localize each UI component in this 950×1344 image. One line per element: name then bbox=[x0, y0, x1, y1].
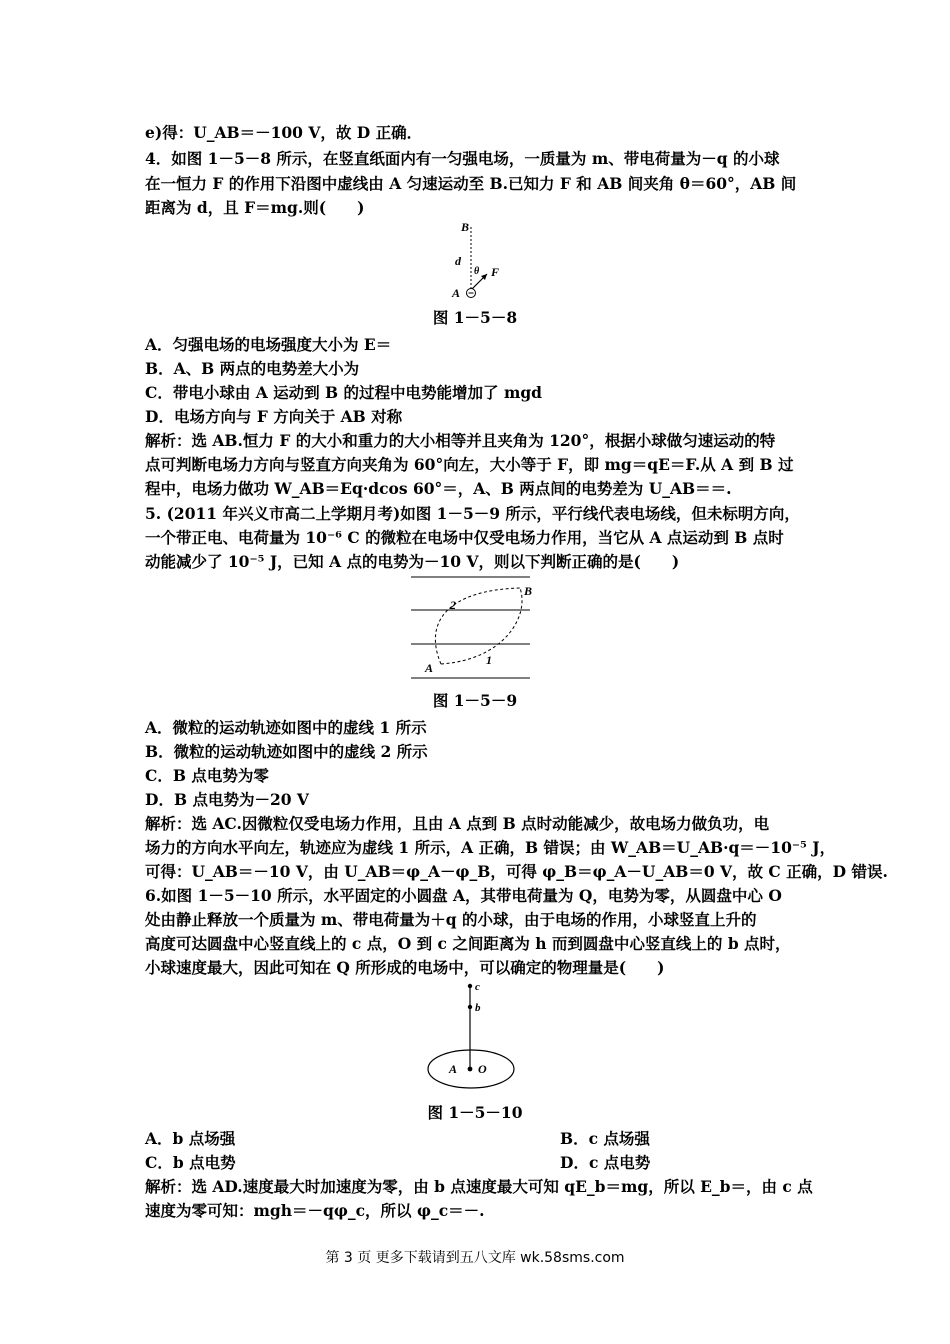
solution-4-line-2: 点可判断电场力方向与竖直方向夹角为 60°向左，大小等于 F，即 mg＝qE＝F.从 A 到 B 过 bbox=[145, 455, 794, 474]
option-d: D．c 点电势 bbox=[560, 1153, 651, 1172]
question-6-line-1: 6.如图 1－5－10 所示，水平固定的小圆盘 A，其带电荷量为 Q，电势为零，从圆盘中心 O bbox=[145, 886, 782, 905]
question-6-line-3: 高度可达圆盘中心竖直线上的 c 点，O 到 c 之间距离为 h 而到圆盘中心竖直线上的 b 点时， bbox=[145, 934, 791, 953]
figure-1-5-10 bbox=[424, 980, 524, 1092]
option-a: A．微粒的运动轨迹如图中的虚线 1 所示 bbox=[145, 718, 427, 737]
question-6-line-4: 小球速度最大，因此可知在 Q 所形成的电场中，可以确定的物理量是( ) bbox=[145, 958, 665, 977]
fig10-label-c: c bbox=[475, 981, 480, 993]
solution-4-line-3: 程中，电场力做功 W_AB＝Eq·dcos 60°＝，A、B 两点间的电势差为 U_AB＝＝. bbox=[145, 479, 732, 498]
option-a: A．b 点场强 bbox=[145, 1129, 236, 1148]
options-row-2 bbox=[145, 1151, 813, 1175]
caption-fig-1-5-8: 图 1－5－8 bbox=[432, 308, 518, 327]
figure-1-5-8 bbox=[440, 218, 520, 304]
option-c: C．b 点电势 bbox=[145, 1153, 236, 1172]
fig9-label-2: 2 bbox=[450, 598, 456, 612]
options-row-1 bbox=[145, 1127, 813, 1151]
question-5-line-2: 一个带正电、电荷量为 10⁻⁶ C 的微粒在电场中仅受电场力作用，当它从 A 点运动到 B 点时 bbox=[145, 528, 784, 547]
solution-4-line-1: 解析：选 AB.恒力 F 的大小和重力的大小相等并且夹角为 120°，根据小球做匀速运动的特 bbox=[145, 431, 776, 450]
solution-5-line-2: 场力的方向水平向左，轨迹应为虚线 1 所示，A 正确，B 错误；由 W_AB＝U_AB·q＝－10⁻⁵ J， bbox=[145, 838, 836, 857]
question-5-line-3: 动能减少了 10⁻⁵ J，已知 A 点的电势为－10 V，则以下判断正确的是( ) bbox=[145, 552, 680, 571]
question-5-line-1: 5. (2011 年兴义市高二上学期月考)如图 1－5－9 所示，平行线代表电场线，但未标明方向， bbox=[145, 504, 800, 523]
option-d: D．B 点电势为－20 V bbox=[145, 790, 309, 809]
point-c bbox=[468, 984, 472, 988]
solution-5-line-1: 解析：选 AC.因微粒仅受电场力作用，且由 A 点到 B 点时动能减少，故电场力做负功，电 bbox=[145, 814, 770, 833]
solution-6-line-2: 速度为零可知：mgh＝－qφ_c，所以 φ_c＝－. bbox=[145, 1201, 485, 1220]
page-footer: 第 3 页 更多下载请到五八文库 wk.58sms.com bbox=[325, 1250, 625, 1266]
option-d: D．电场方向与 F 方向关于 AB 对称 bbox=[145, 407, 403, 426]
question-6-line-2: 处由静止释放一个质量为 m、带电荷量为＋q 的小球，由于电场的作用，小球竖直上升的 bbox=[145, 910, 757, 929]
fig9-label-B: B bbox=[524, 584, 533, 598]
point-b bbox=[468, 1005, 472, 1009]
solution-6-line-1: 解析：选 AD.速度最大时加速度为零，由 b 点速度最大可知 qE_b＝mg，所以 E_b＝，由 c 点 bbox=[145, 1177, 813, 1196]
caption-fig-1-5-10: 图 1－5－10 bbox=[427, 1103, 523, 1122]
fig8-label-theta: θ bbox=[474, 266, 480, 277]
question-4-line-2: 在一恒力 F 的作用下沿图中虚线由 A 匀速运动至 B.已知力 F 和 AB 间夹角 θ＝60°，AB 间 bbox=[145, 174, 797, 193]
fig9-label-A: A bbox=[425, 661, 434, 675]
point-o bbox=[468, 1067, 473, 1072]
question-4-line-3: 距离为 d，且 F＝mg.则( ) bbox=[145, 198, 365, 217]
fig8-label-F: F bbox=[491, 265, 500, 279]
text-line: e)得：U_AB＝－100 V，故 D 正确． bbox=[145, 123, 423, 142]
fig10-label-b: b bbox=[475, 1002, 481, 1014]
option-c: C．带电小球由 A 运动到 B 的过程中电势能增加了 mgd bbox=[145, 383, 543, 402]
option-c: C．B 点电势为零 bbox=[145, 766, 269, 785]
fig10-label-O: O bbox=[478, 1062, 487, 1076]
caption-fig-1-5-9: 图 1－5－9 bbox=[432, 691, 518, 710]
figure-1-5-9 bbox=[408, 572, 544, 684]
trajectory-2 bbox=[435, 588, 520, 664]
solution-5-line-3: 可得：U_AB＝－10 V，由 U_AB＝φ_A－φ_B，可得 φ_B＝φ_A－U_AB＝0 V，故 C 正确，D 错误. bbox=[145, 862, 888, 881]
option-b: B．c 点场强 bbox=[560, 1129, 650, 1148]
fig8-label-d: d bbox=[455, 254, 461, 268]
option-b: B．A、B 两点的电势差大小为 bbox=[145, 359, 360, 378]
option-a: A．匀强电场的电场强度大小为 E＝ bbox=[145, 335, 392, 354]
option-b: B．微粒的运动轨迹如图中的虚线 2 所示 bbox=[145, 742, 428, 761]
fig8-label-A: A bbox=[452, 286, 461, 300]
fig9-label-1: 1 bbox=[486, 653, 492, 667]
question-4-line-1: 4．如图 1－5－8 所示，在竖直纸面内有一匀强电场，一质量为 m、带电荷量为－q 的小球 bbox=[145, 149, 780, 168]
fig10-label-A: A bbox=[449, 1062, 458, 1076]
fig8-label-B: B bbox=[461, 220, 470, 234]
